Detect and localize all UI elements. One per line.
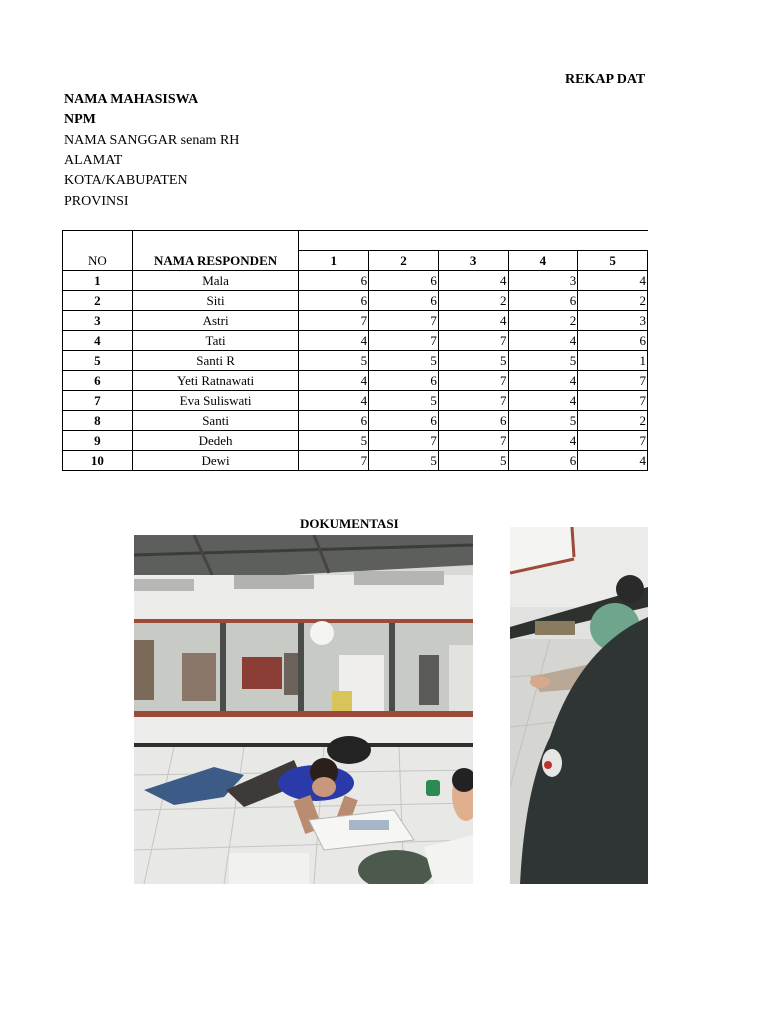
col-header-item-5: 5 — [578, 251, 648, 271]
cell-no: 10 — [63, 451, 133, 471]
cell-item-4: 6 — [508, 451, 578, 471]
col-header-item-4: 4 — [508, 251, 578, 271]
cell-item-4: 4 — [508, 391, 578, 411]
cell-item-4: 2 — [508, 311, 578, 331]
cell-no: 3 — [63, 311, 133, 331]
documentation-photo-2 — [510, 527, 648, 884]
cell-no: 2 — [63, 291, 133, 311]
cell-item-5: 7 — [578, 431, 648, 451]
table-row — [63, 271, 648, 291]
cell-item-3: 2 — [438, 291, 508, 311]
field-npm: NPM — [64, 112, 96, 127]
col-header-group — [299, 231, 648, 251]
cell-nama-responden: Astri — [132, 311, 299, 331]
cell-item-3: 5 — [438, 451, 508, 471]
cell-item-2: 6 — [369, 271, 439, 291]
cell-nama-responden: Santi — [132, 411, 299, 431]
field-nama-sanggar: NAMA SANGGAR senam RH — [64, 133, 240, 148]
table-row — [63, 311, 648, 331]
table-row — [63, 371, 648, 391]
cell-item-5: 4 — [578, 451, 648, 471]
cell-item-5: 3 — [578, 311, 648, 331]
table-row — [63, 291, 648, 311]
cell-item-3: 7 — [438, 371, 508, 391]
cell-item-1: 6 — [299, 411, 369, 431]
cell-no: 6 — [63, 371, 133, 391]
cell-nama-responden: Santi R — [132, 351, 299, 371]
cell-item-1: 4 — [299, 331, 369, 351]
cell-no: 5 — [63, 351, 133, 371]
col-header-nama-responden: NAMA RESPONDEN — [132, 231, 299, 271]
cell-item-5: 1 — [578, 351, 648, 371]
cell-item-3: 5 — [438, 351, 508, 371]
cell-item-4: 3 — [508, 271, 578, 291]
cell-item-2: 6 — [369, 411, 439, 431]
cell-no: 8 — [63, 411, 133, 431]
cell-item-3: 6 — [438, 411, 508, 431]
table-row — [63, 451, 648, 471]
field-alamat: ALAMAT — [64, 153, 123, 168]
cell-nama-responden: Siti — [132, 291, 299, 311]
field-nama-mahasiswa: NAMA MAHASISWA — [64, 92, 199, 107]
cell-item-4: 4 — [508, 331, 578, 351]
documentation-photo-1 — [134, 535, 473, 884]
cell-item-3: 4 — [438, 311, 508, 331]
cell-item-2: 6 — [369, 291, 439, 311]
rekap-table — [62, 230, 648, 471]
col-header-item-2: 2 — [369, 251, 439, 271]
cell-item-4: 6 — [508, 291, 578, 311]
cell-item-5: 6 — [578, 331, 648, 351]
cell-item-5: 2 — [578, 291, 648, 311]
cell-nama-responden: Dewi — [132, 451, 299, 471]
cell-item-2: 7 — [369, 431, 439, 451]
cell-item-2: 6 — [369, 371, 439, 391]
cell-item-1: 7 — [299, 311, 369, 331]
field-kota-kabupaten: KOTA/KABUPATEN — [64, 173, 188, 188]
cell-nama-responden: Dedeh — [132, 431, 299, 451]
cell-item-2: 5 — [369, 391, 439, 411]
table-row — [63, 331, 648, 351]
cell-item-5: 7 — [578, 391, 648, 411]
cell-item-4: 4 — [508, 371, 578, 391]
cell-item-3: 7 — [438, 331, 508, 351]
documentation-title: DOKUMENTASI — [300, 516, 399, 531]
cell-item-4: 4 — [508, 431, 578, 451]
cell-item-1: 6 — [299, 291, 369, 311]
table-row — [63, 411, 648, 431]
cell-item-1: 5 — [299, 431, 369, 451]
col-header-item-3: 3 — [438, 251, 508, 271]
cell-item-1: 4 — [299, 391, 369, 411]
cell-nama-responden: Tati — [132, 331, 299, 351]
cell-item-2: 5 — [369, 451, 439, 471]
cell-item-1: 5 — [299, 351, 369, 371]
cell-item-2: 5 — [369, 351, 439, 371]
table-row — [63, 391, 648, 411]
col-header-no: NO — [63, 231, 133, 271]
field-provinsi: PROVINSI — [64, 194, 129, 209]
cell-item-1: 4 — [299, 371, 369, 391]
cell-item-5: 4 — [578, 271, 648, 291]
col-header-item-1: 1 — [299, 251, 369, 271]
table-row — [63, 351, 648, 371]
cell-nama-responden: Yeti Ratnawati — [132, 371, 299, 391]
cell-item-4: 5 — [508, 411, 578, 431]
photo-1-image — [134, 535, 473, 884]
cell-item-1: 6 — [299, 271, 369, 291]
cell-item-5: 2 — [578, 411, 648, 431]
cell-nama-responden: Mala — [132, 271, 299, 291]
cell-item-2: 7 — [369, 311, 439, 331]
cell-item-4: 5 — [508, 351, 578, 371]
document-title: REKAP DAT — [565, 72, 646, 87]
cell-item-5: 7 — [578, 371, 648, 391]
table-header-top-row — [63, 231, 648, 251]
cell-no: 9 — [63, 431, 133, 451]
cell-item-2: 7 — [369, 331, 439, 351]
cell-nama-responden: Eva Suliswati — [132, 391, 299, 411]
cell-item-3: 7 — [438, 431, 508, 451]
cell-no: 1 — [63, 271, 133, 291]
cell-item-3: 7 — [438, 391, 508, 411]
cell-item-3: 4 — [438, 271, 508, 291]
cell-no: 7 — [63, 391, 133, 411]
cell-no: 4 — [63, 331, 133, 351]
table-row — [63, 431, 648, 451]
cell-item-1: 7 — [299, 451, 369, 471]
photo-2-image — [510, 527, 648, 884]
